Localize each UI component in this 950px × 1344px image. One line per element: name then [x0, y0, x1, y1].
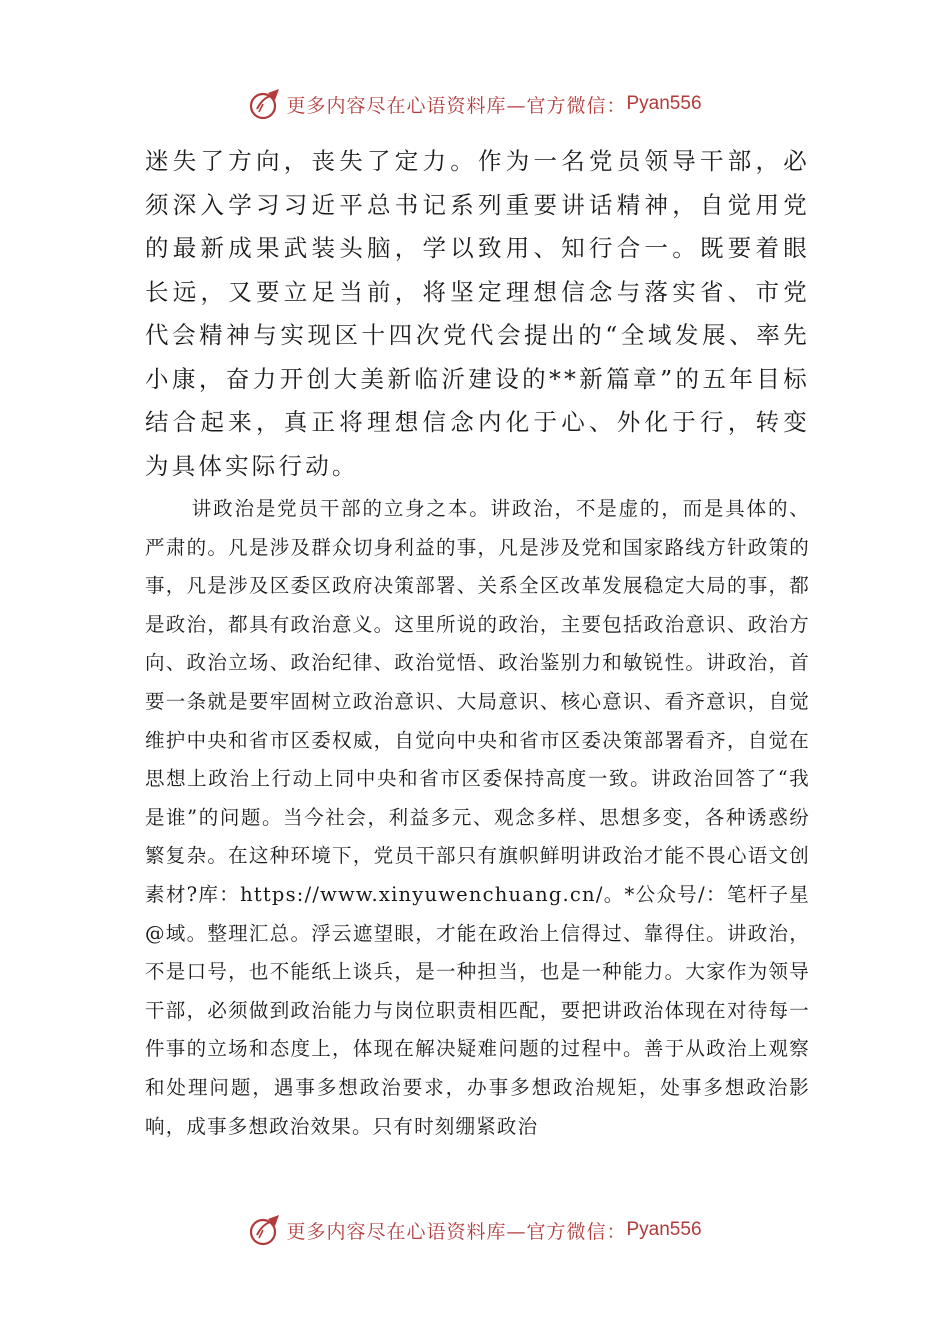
header-banner-text: 更多内容尽在心语资料库—官方微信：: [286, 94, 627, 117]
footer-banner: [0, 1210, 950, 1250]
header-banner: [0, 84, 950, 124]
document-body: [145, 140, 810, 1146]
footer-banner-text: 更多内容尽在心语资料库—官方微信：: [286, 1220, 627, 1243]
paragraph-1: 迷失了方向，丧失了定力。作为一名党员领导干部，必须深入学习习近平总书记系列重要讲话精神，自觉用党的最新成果武装头脑，学以致用、知行合一。既要着眼长远，又要立足当前，将坚定理想信念与落实省、市党代会精神与实现区十四次党代会提出的“全域发展、率先小康，奋力开创大美新临沂建设的**新篇章”的五年目标结合起来，真正将理想信念内化于心、外化于行，转变为具体实际行动。: [145, 147, 810, 480]
paragraph-2: 讲政治是党员干部的立身之本。讲政治，不是虚的，而是具体的、严肃的。凡是涉及群众切身利益的事，凡是涉及党和国家路线方针政策的事，凡是涉及区委区政府决策部署、关系全区改革发展稳定大局的事，都是政治，都具有政治意义。这里所说的政治，主要包括政治意识、政治方向、政治立场、政治纪律、政治觉悟、政治鉴别力和敏锐性。讲政治，首要一条就是要牢固树立政治意识、大局意识、核心意识、看齐意识，自觉维护中央和省市区委权威，自觉向中央和省市区委决策部署看齐，自觉在思想上政治上行动上同中央和省市区委保持高度一致。讲政治回答了“我是谁”的问题。当今社会，利益多元、观念多样、思想多变，各种诱惑纷繁复杂。在这种环境下，党员干部只有旗帜鲜明讲政治才能不畏心语文创素材?库：https://www.xinyuwenchuang.cn/。*公众号/：笔杆子星@域。整理汇总。浮云遮望眼，才能在政治上信得过、靠得住。讲政治，不是口号，也不能纸上谈兵，是一种担当，也是一种能力。大家作为领导干部，必须做到政治能力与岗位职责相匹配，要把讲政治体现在对待每一件事的立场和态度上，体现在解决疑难问题的过程中。善于从政治上观察和处理问题，遇事多想政治要求，办事多想政治规矩，处事多想政治影响，成事多想政治效果。只有时刻绷紧政治: [145, 497, 810, 1138]
footer-banner-contact: Pyan556: [626, 1219, 702, 1240]
header-banner-contact: Pyan556: [626, 93, 702, 114]
pen-logo-icon: [248, 87, 282, 121]
pen-logo-icon: [248, 1213, 282, 1247]
